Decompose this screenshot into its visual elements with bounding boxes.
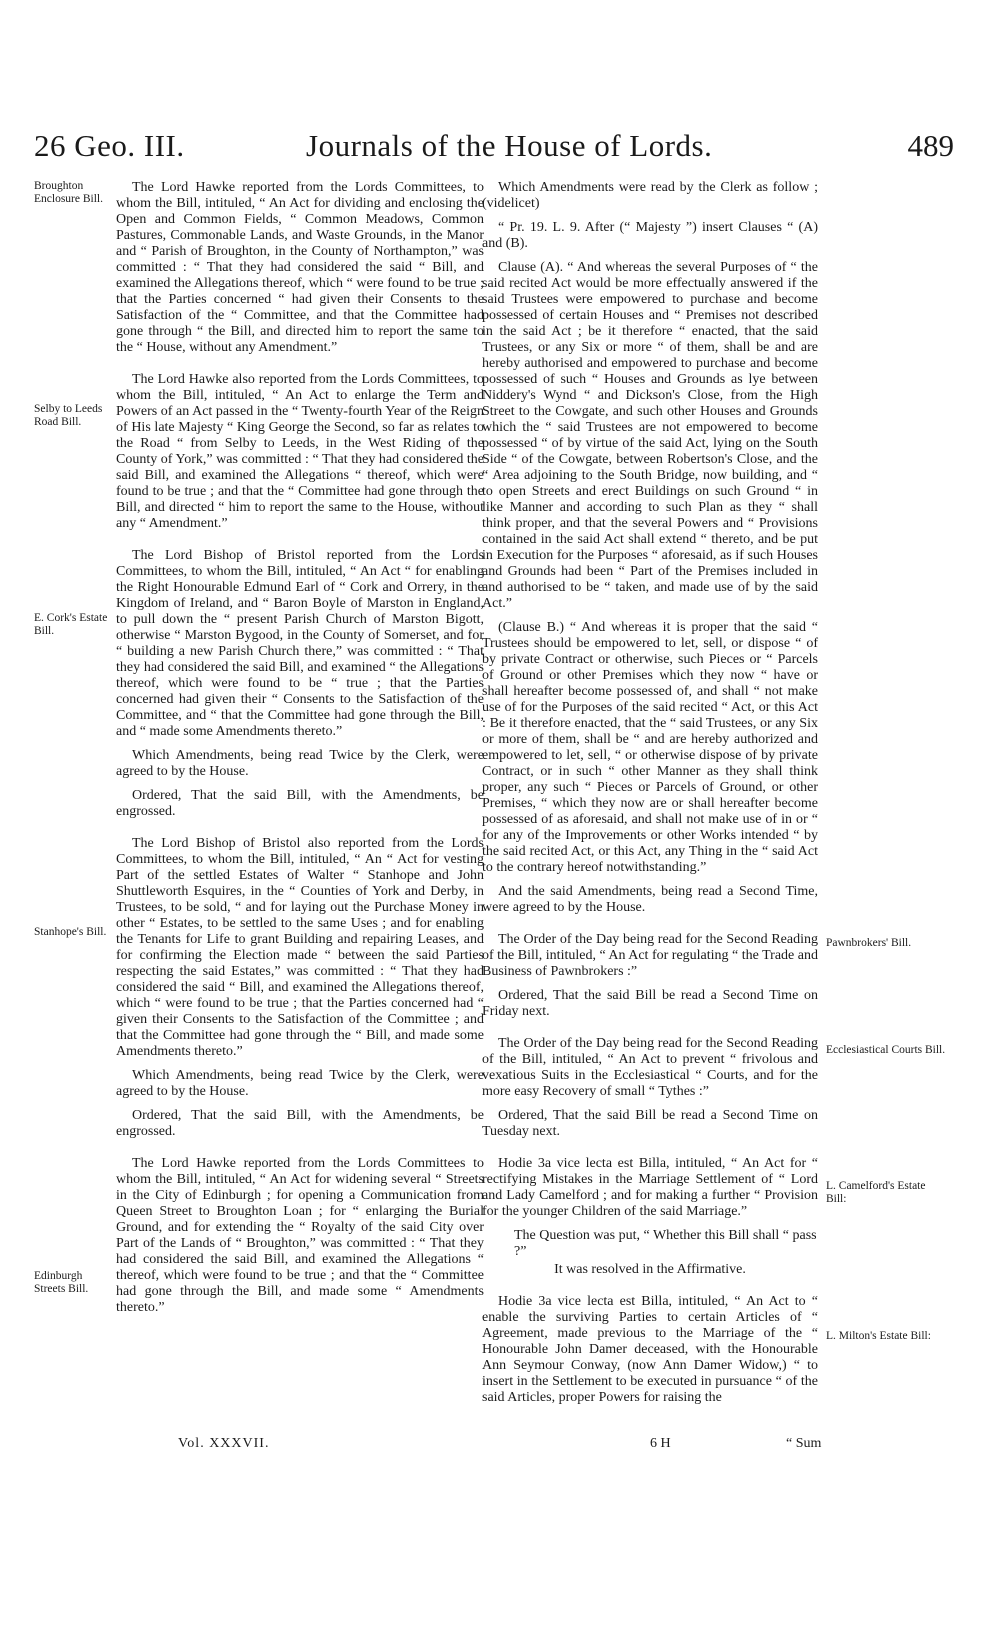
right-column (482, 180, 818, 1414)
left-column (116, 180, 484, 1324)
regnal-year: 26 Geo. III. (34, 128, 185, 163)
amendments-agreed-stanhope: Which Amendments, being read Twice by the Clerk, were agreed to by the House. (116, 1068, 484, 1099)
order-of-day-pawnbrokers: The Order of the Day being read for the Second Reading of the Bill, intituled, “ An Act for regulating “ the Trade and Business of Pawnbrokers :” (482, 932, 818, 979)
order-stanhope: Ordered, That the said Bill, with the Amendments, be engrossed. (116, 1108, 484, 1139)
third-reading-camelford: Hodie 3a vice lecta est Billa, intituled, “ An Act for “ rectifying Mistakes in the Marriage Settlement of “ Lord and Lady Camelford ; and for making a further “ Provision for the younger Children of the said Marriage.” (482, 1156, 818, 1219)
report-cork: The Lord Bishop of Bristol reported from the Lords Committees, to whom the Bill, intituled, “ An Act “ for enabling the Right Honourable Edmund Earl of “ Cork and Orrery, in the Kingdom of Ireland, and “ Baron Boyle of Marston in England, to pull down the “ present Parish Church of Marston Bigott, otherwise “ Marston Bygood, in the County of Somerset, and for “ building a new Parish Church there,” was committed : “ That they had considered the said Bill, and examined “ the Allegations thereof, which were found to be “ true ; that the Parties concerned had given their “ Consents to the Satisfaction of the Committee, and “ that the Committee had gone through the Bill, and “ made some Amendments thereto.” (116, 548, 484, 739)
report-stanhope: The Lord Bishop of Bristol also reported from the Lords Committees, to whom the Bill, intituled, “ An “ Act for vesting Part of the settled Estates of Walter “ Stanhope and John Shuttleworth Esquires, in the “ Counties of York and Derby, in Trustees, to be sold, “ and for laying out the Purchase Money in other “ Estates, to be settled to the same Uses ; and for enabling the Tenants for Life to grant Building and repairing Leases, and for confirming the Election made “ between the said Parties respecting the said Estates,” was committed : “ That they had considered the said “ Bill, and examined the Allegations thereof, which “ were found to be true ; that the Parties concerned had “ given their Consents to the Satisfaction of the Committee ; and that the Committee had gone through the “ Bill, and made some Amendments thereto.” (116, 836, 484, 1059)
margin-note-ecclesiastical: Ecclesiastical Courts Bill. (826, 1044, 946, 1056)
order-of-day-ecclesiastical: The Order of the Day being read for the Second Reading of the Bill, intituled, “ An Act to prevent “ frivolous and vexatious Suits in the Ecclesiastical “ Courts, and for the more easy Recovery of small “ Tythes :” (482, 1036, 818, 1099)
margin-note-stanhope: Stanhope's Bill. (34, 926, 107, 938)
third-reading-milton: Hodie 3a vice lecta est Billa, intituled, “ An Act to “ enable the surviving Parties to certain Articles of “ Agreement, made previous to the Marriage of the “ Honourable John Damer deceased, with the Honourable Ann Seymour Conway, (now Ann Damer Widow,) “ to insert in the Settlement to be executed in pursuance “ of the said Articles, proper Powers for raising the (482, 1294, 818, 1405)
question-camelford: The Question was put, “ Whether this Bill shall “ pass ?” (514, 1228, 817, 1259)
resolution-camelford: It was resolved in the Affirmative. (554, 1262, 746, 1277)
margin-note-selby: Selby to Leeds Road Bill. (34, 403, 103, 428)
margin-note-broughton: Broughton Enclosure Bill. (34, 180, 103, 205)
signature-mark: 6 H (650, 1436, 671, 1451)
page-header (34, 128, 954, 168)
report-selby: The Lord Hawke also reported from the Lords Committees, to whom the Bill, intituled, “ An Act to enlarge the Term and Powers of an Act passed in the “ Twenty-fourth Year of the Reign of His late Majesty “ King George the Second, so far as relates to the Road “ from Selby to Leeds, in the West Riding of the County of York,” was committed : “ That they had considered the said Bill, and examined the Allegations “ thereof, which were found to be true ; and that the “ Committee had gone through the Bill, and directed “ him to report the same to the House, without any “ Amendment.” (116, 372, 484, 531)
amendments-second-reading: And the said Amendments, being read a Second Time, were agreed to by the House. (482, 884, 818, 915)
clause-b: (Clause B.) “ And whereas it is proper that the said “ Trustees should be empowered to let, sell, or dispose “ of by private Contract or otherwise, such Pieces or “ Parcels of Ground or other Premises which they now “ have or shall hereafter become possessed of, and shall “ not make use of for the Purposes of the said recited “ Act, or this Act : Be it therefore enacted, that the “ said Trustees, or any Six or more of them, shall be “ and are hereby authorized and empowered to let, sell, “ or otherwise dispose of by private Contract, or in such “ other Manner as they shall think proper, any such “ Pieces or Parcels of Ground, or other Premises, “ which they now are or shall hereafter become possessed of as aforesaid, and shall not make use of in or “ for any of the Improvements or other Works intended “ by the said recited Act, or this Act, any Thing in the “ said Act to the contrary hereof notwithstanding.” (482, 620, 818, 875)
order-cork: Ordered, That the said Bill, with the Amendments, be engrossed. (116, 788, 484, 819)
amendments-agreed-cork: Which Amendments, being read Twice by the Clerk, were agreed to by the House. (116, 748, 484, 779)
margin-note-pawnbrokers: Pawnbrokers' Bill. (826, 937, 912, 949)
report-broughton: The Lord Hawke reported from the Lords Committees, to whom the Bill, intituled, “ An Act for dividing and enclosing the Open and Common Fields, “ Common Meadows, Common Pastures, Commonable Lands, and Waste Grounds, in the Manor and “ Parish of Broughton, in the County of Northampton,” was committed : “ That they had considered the said “ Bill, and examined the Allegations thereof, which “ were found to be true ; that the Parties concerned “ had given their Consents to the Satisfaction of the “ Committee, and that the Committee had gone through “ the Bill, and directed him to report the same to the “ House, without any Amendment.” (116, 180, 484, 355)
margin-note-milton: L. Milton's Estate Bill: (826, 1330, 931, 1342)
amendment-location: “ Pr. 19. L. 9. After (“ Majesty ”) insert Clauses “ (A) and (B). (482, 220, 818, 251)
margin-note-camelford: L. Camelford's Estate Bill: (826, 1180, 926, 1205)
volume-number: Vol. XXXVII. (178, 1436, 270, 1451)
catchword: “ Sum (786, 1436, 822, 1451)
clause-a: Clause (A). “ And whereas the several Purposes of “ the said recited Act would be more effectually answered if the said Trustees were empowered to purchase and become possessed of certain Houses and “ Premises not described in the said Act ; be it therefore “ enacted, that the said Trustees, or any Six or more “ of them, shall be and are hereby authorised and empowered to purchase and become possessed of such “ Houses and Grounds as lye between Niddery's Wynd “ and Dickson's Close, from the High Street to the Cowgate, and such other Houses and Grounds which the “ said Trustees are not empowered to become possessed “ of by virtue of the said Act, lying on the South Side “ of the Cowgate, between Robertson's Close, and the “ Area adjoining to the South Bridge, now building, and “ to open Streets and erect Buildings on such Ground “ in like Manner and according to such Plan as they “ shall think proper, and that the several Powers and “ Provisions contained in the said Act shall extend “ thereto, and be put in Execution for the Purposes “ aforesaid, as if such Houses and Grounds had been “ Part of the Premises included in and authorised to be “ taken, and made use of by the said Act.” (482, 260, 818, 611)
report-edinburgh: The Lord Hawke reported from the Lords Committees to whom the Bill, intituled, “ An Act for widening several “ Streets in the City of Edinburgh ; for opening a Communication from Queen Street to Broughton Loan ; for “ enlarging the Burial Ground, and for extending the “ Royalty of the said City over Part of the Lands of “ Broughton,” was committed : “ That they had considered the said Bill, and examined the Allegations “ thereof, which were found to be true ; and that the “ Committee had gone through the Bill, and made some “ Amendments thereto.” (116, 1156, 484, 1315)
order-ecclesiastical: Ordered, That the said Bill be read a Second Time on Tuesday next. (482, 1108, 818, 1139)
order-pawnbrokers: Ordered, That the said Bill be read a Second Time on Friday next. (482, 988, 818, 1019)
margin-note-cork: E. Cork's Estate Bill. (34, 612, 108, 637)
journal-title: Journals of the House of Lords. (306, 128, 713, 163)
margin-note-edinburgh: Edinburgh Streets Bill. (34, 1270, 89, 1295)
page-number: 489 (907, 128, 954, 163)
amendments-intro: Which Amendments were read by the Clerk as follow ; (videlicet) (482, 180, 818, 211)
